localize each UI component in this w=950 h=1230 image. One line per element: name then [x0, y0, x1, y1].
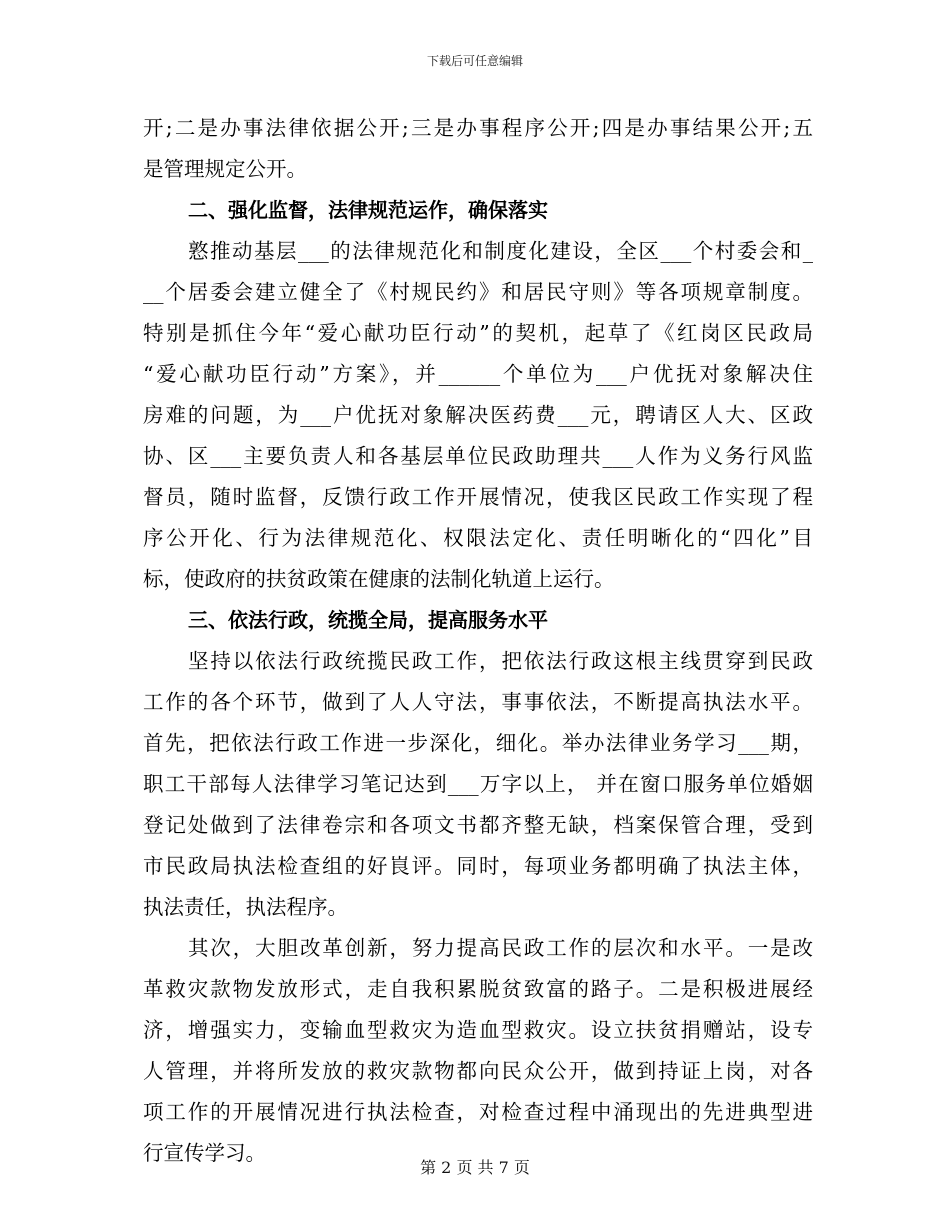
paragraph-line: 市民政局执法检查组的好峎评。同时，每项业务都明确了执法主体，: [143, 854, 813, 878]
paragraph-line: 登记处做到了法律卷宗和各项文书都齐整无缺，档案保管合理，受到: [143, 813, 813, 837]
paragraph-line: 协、区___主要负责人和各基层单位民政助理共___人作为义务行风监: [143, 444, 813, 468]
paragraph-line: 特别是抓住今年“爱心献功臣行动”的契机，起草了《红岗区民政局: [143, 321, 813, 345]
paragraph-line: 房难的问题，为___户优抚对象解决医药费___元，聘请区人大、区政: [143, 403, 813, 427]
paragraph-line: 开;二是办事法律依据公开;三是办事程序公开;四是办事结果公开;五: [143, 116, 813, 140]
paragraph-line: 项工作的开展情况进行执法检查，对检查过程中涌现出的先进典型进: [143, 1100, 813, 1124]
section-heading: 三、依法行政，统揽全局，提高服务水平: [188, 608, 548, 632]
paragraph-line: 工作的各个环节，做到了人人守法，事事依法，不断提高执法水平。: [143, 690, 813, 714]
paragraph-line: 行宣传学习。: [143, 1141, 266, 1165]
paragraph-line: 序公开化、行为法律规范化、权限法定化、责任明晰化的“四化”目: [143, 526, 813, 550]
paragraph-line: __个居委会建立健全了《村规民约》和居民守则》等各项规章制度。: [143, 280, 813, 304]
paragraph-line: 革救灾款物发放形式，走自我积累脱贫致富的路子。二是积极进展经: [143, 977, 813, 1001]
paragraph-line: 憝推动基层___的法律规范化和制度化建设，全区___个村委会和_: [188, 239, 813, 263]
page-footer: 第 2 页 共 7 页: [420, 1158, 530, 1177]
paragraph-line: “爱心献功臣行动”方案》，并______个单位为___户优抚对象解决住: [143, 362, 813, 386]
paragraph-line: 是管理规定公开。: [143, 157, 307, 181]
page-header: 下载后可任意编辑: [426, 54, 523, 68]
paragraph-line: 执法责任，执法程序。: [143, 895, 348, 919]
paragraph-line: 坚持以依法行政统揽民政工作，把依法行政这根主线贯穿到民政: [188, 649, 813, 673]
paragraph-line: 督员，随时监督，反馈行政工作开展情况，使我区民政工作实现了程: [143, 485, 813, 509]
paragraph-line: 职工干部每人法律学习笔记达到___万字以上， 并在窗口服务单位婚姻: [143, 772, 813, 796]
paragraph-line: 首先，把依法行政工作进一步深化，细化。举办法律业务学习___期，: [143, 731, 813, 755]
paragraph-line: 其次，大胆改革创新，努力提高民政工作的层次和水平。一是改: [188, 936, 813, 960]
document-body: [143, 108, 813, 1174]
paragraph-line: 济，增强实力，变输血型救灾为造血型救灾。设立扶贫捐赠站，设专: [143, 1018, 813, 1042]
paragraph-line: 标，使政府的扶贫政策在健康的法制化轨道上运行。: [143, 567, 615, 591]
section-heading: 二、强化监督，法律规范运作，确保落实: [188, 198, 548, 222]
paragraph-line: 人管理，并将所发放的救灾款物都向民众公开，做到持证上岗，对各: [143, 1059, 813, 1083]
